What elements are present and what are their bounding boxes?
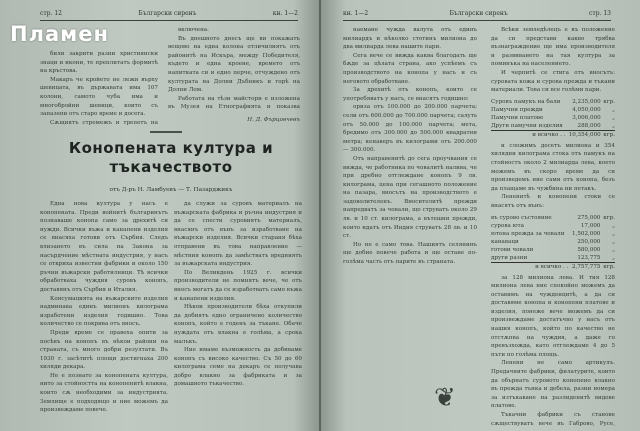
left-top-column-1 [40,50,158,127]
item-unit: „ [612,122,615,129]
paragraph: За дрехитѣ отъ конопъ, които се употребяватъ у насъ, се внасятъ годишно: [343,87,477,102]
item-label: Памучни прежди [491,106,543,113]
journal-name: Български сиренъ [138,10,197,17]
article-title-line-1: Конопената култура и [68,139,274,157]
journal-name: Български сиренъ [449,10,508,17]
item-quantity: 123,775 [577,254,601,261]
item-unit: „ [612,230,615,237]
item-label: канаваци [491,238,519,245]
paragraph: Лененитѣ и конопени стоки се внасятъ отъ вънъ: [491,194,615,209]
hemp-imports-table [491,214,615,271]
item-label: Други памучни изделия [491,122,563,129]
item-unit: кгр. [603,214,615,221]
section-divider [150,131,182,133]
right-column-1 [343,26,477,379]
item-quantity: 288,000 [577,122,601,129]
paragraph: Ленени не само артикулъ. Предачните фабрики, филатурите, които да обърнатъ суровото конопено влакно въ прежда тънка и дебела, разни номера за изтъкаване на разлиденитѣ видове платове. [491,360,615,410]
item-label: сурова юта [491,222,524,229]
col2-intro [491,26,615,95]
item-unit: „ [612,246,615,253]
item-label: готови човали [491,246,534,253]
signature-wrap [168,116,300,125]
item-label: и всичко . . [491,130,565,139]
article-byline: отъ Д-ръ Н. Ламбуевъ — Т. Пазарджикъ [109,187,233,193]
item-label: Памучни платове [491,114,544,121]
paragraph: за 128 милиона лева. И тия 128 милиона лева ние спокойно можемъ да оставимъ на чужденцитѣ, а да си доставяме конопа и конопени платове и изделия, понеже вече можемъ да си произвеждаме достатъчно у насъ отъ нашия конопъ, който по качество не отстѫпва на чуждия, а даже го превъзхожда, като отглеждаме 4 до 5 пъти по голѣма площь. [491,274,615,358]
right-page [321,0,640,431]
item-quantity: 17,000 [580,222,601,229]
article-column-2 [174,200,302,424]
item-label: ютена прежда за човали [491,230,565,237]
table-row [491,130,615,139]
item-unit: кгр. [601,130,615,139]
paragraph: По Великдень 1925 г. всички производители не помнятъ вече, че отъ вносъ могатъ да се изработватъ само въжа и канапени изделия. [174,269,302,302]
col2-mid [491,142,615,211]
item-label: други разни [491,254,528,261]
item-unit: „ [612,254,615,261]
item-quantity: 580,000 [577,246,601,253]
right-page-header [343,10,611,21]
paragraph: наемане чужда валута отъ единъ милиардъ и нѣколко стотинъ милиона до два милиарда лева нашите пари. [343,27,477,51]
table-row [491,262,615,271]
item-unit: „ [612,238,615,245]
paragraph: и сложимъ десетъ милиона и 354 хилядни килограма стока отъ памукъ на стойностъ около 2 милиарда лева, което можемъ въ скоро време да си произведемъ ние сами отъ конопа, безъ да плащаме въ чужбина ни петакъ. [491,142,615,192]
col2-end [491,274,615,427]
issue-number: кн. 1—2 [272,10,298,17]
table-row [491,230,615,238]
table-row [491,214,615,222]
paragraph: Но не е само това. Нашиятъ селянинъ ще добие повече работа и ще остане по-голѣма часть отъ парите въ страната. [343,241,477,266]
watermark-logo: Пламен [10,22,110,46]
paragraph: ориза отъ 100.000 до 200.000 парчета; сели отъ 600.000 до 700.000 парчета; салуть отъ 50.000 до 100.000 парчета; мета, бредимо отъ 300.000 до 500.000 квадратни метра; кенаверъ въ килограми отъ 200.000 — 300.000. [343,104,477,154]
item-quantity: 10,354,000 [565,130,600,139]
paragraph: Консумацията на въжарските изделия надминава единъ милионъ килограма изработени изделия годишно. Това количество се покрива отъ вносъ. [40,295,168,328]
paragraph: Работата на тѣзи майстори е изложена въ Музея на Етнографията и показва [168,95,300,111]
table-row [491,238,615,246]
left-page-header [40,10,298,21]
item-unit: кгр. [603,98,615,105]
item-quantity: 3,006,000 [572,114,601,121]
item-quantity: 2,757,775 [568,262,600,271]
issue-number: кн. 1—2 [343,10,369,17]
table-row [491,98,615,106]
paragraph: включена. [178,27,209,33]
item-unit: „ [612,222,615,229]
left-page [0,0,319,431]
paragraph: Сѫщиятъ стремежъ и трепетъ на [50,119,158,126]
article-title-line-2: тъкачеството [109,158,233,176]
paragraph: били закрити разни християнски знаци и икони, те преплитатъ формитѣ на кръстова. [40,51,158,75]
page-number: стр. 13 [589,10,611,17]
paragraph: Тъкачни фабрики съ станове сѫществуватъ вече въ Габрово, Русе, [491,412,615,426]
paragraph: Една нова култура у насъ е конопената. Преди войнитѣ българинътъ познаваше конопа само за дрехитѣ си нужди. Всички въжа и канапени изделия се внасяха готови отъ Сърбия. Следъ влизането въ сила на Закона за насърдчение мѣстната индустрия, у насъ се откриха известни фабрики и около 150 ръчни въжарски работилници. Тѣ всички обработваха чуждия суровъ конопъ, доставянъ отъ Сърбия и Италия. [40,201,168,293]
item-quantity: 1,502,000 [571,230,601,237]
paragraph: Ние имаме възможность да добиваме конопъ съ високо качество. Съ 50 до 60 килограма семе на декаръ се получава добро влакно за фабриката и за домашното тъкачество. [174,347,302,388]
paragraph: Преди време се правеха опити за посѣвъ на конопъ въ нѣкои райони на страната, съ много добри резултати. Въ 1930 г. засѣтитѣ площи достигнаха 200 хиляди декара. [40,329,168,371]
table-row [491,254,615,263]
item-unit: кгр. [600,262,615,271]
author-signature: Н. Д. Фърцовчевъ [247,117,300,123]
table-row [491,114,615,122]
cotton-imports-table [491,98,615,139]
paragraph: Макаръ че кройето не лежи върху шевицата, въ държавата има 107 колони, самото чуба има и многобройни шевици, които съ запазени отъ старо време и досега. [40,76,158,118]
item-label: Суровъ памукъ на бали [491,98,561,105]
table-row [491,222,615,230]
paragraph: да служи за суровъ материалъ на въжарската фабрика и ръчна индустрия и да се спести суровиятъ материалъ, внасянъ отъ вънъ за изработване на въжарски изделия. Всички стараня бѣха отправени въ това направление — мѣстния конопъ да замѣстватъ вредниятъ за въжарската индустрия. [174,201,302,268]
paragraph: Всѣки земледѣлецъ е въ положение да си представи какво трябва възнаграждение ще има производителя и развиването на тая култура за поминъка на населението. [491,27,615,68]
item-quantity: 2,235,000 [572,98,601,105]
paragraph: Нѣкои производители бѣха откупили да добиятъ едно ограничено количество конопъ, който е годенъ за тъкане. Обаче нуждата отъ влакна е голѣма, а срока малъкъ. [174,304,302,345]
right-column-2 [491,26,615,426]
item-label: и всичко . . [491,262,568,271]
item-quantity: 4,050,000 [572,106,601,113]
item-unit: „ [612,106,615,113]
page-number: стр. 12 [40,10,62,17]
fleuron-ornament-icon: ❦ [434,383,456,413]
paragraph: Сега вече се вижда каква благодать ще бѫде за цѣлата страна, ако успѣемъ съ производството на конопа у насъ и съ неговото обработване. [343,52,477,85]
paragraph: Отъ направенитѣ до сега проучвания се вижда, че работника по човалитѣ налива, че при дребно отглеждане конопъ 9 лв. килограма, цена при сегашното положение на пазара, вносътъ на производството е задоволителенъ. Вносителитѣ прежди напредватъ за човали, що струватъ около 29 лв. и 10 ст. килограма, а вътешни прежди, които идатъ отъ Индия струватъ 28 лв. и 10 ст. [343,155,477,240]
table-row [491,106,615,114]
paragraph: Не е познато за конопената култура, нито за стойността на конопенитѣ влакна, които сѫ необходими за индустрията. Землище е подходящо и ние можемъ да произвеждаме повече. [40,372,168,414]
table-row [491,246,615,254]
paragraph: И черпитѣ се стига отъ вносътъ: суровата кожа и сурова прежда и тъкани материали. Това си все голѣми пари. [491,69,615,94]
left-top-column-2 [168,26,300,112]
item-quantity: 275,000 [577,214,601,221]
paragraph: Въ днешното днесъ ще ви покажатъ вещово на една колона отличилиятъ отъ районитѣ на Искъра, между Победителя, където и една кроене, времето отъ напитката си и едно перче, отчуждено отъ културата на Долни Дъбникъ и горѣ на Долни Лом. [168,35,300,94]
table-row [491,122,615,131]
item-unit: „ [612,114,615,121]
item-quantity: 250,000 [577,238,601,245]
article-column-1 [40,200,168,424]
item-label: въ сурово състояние [491,214,552,221]
